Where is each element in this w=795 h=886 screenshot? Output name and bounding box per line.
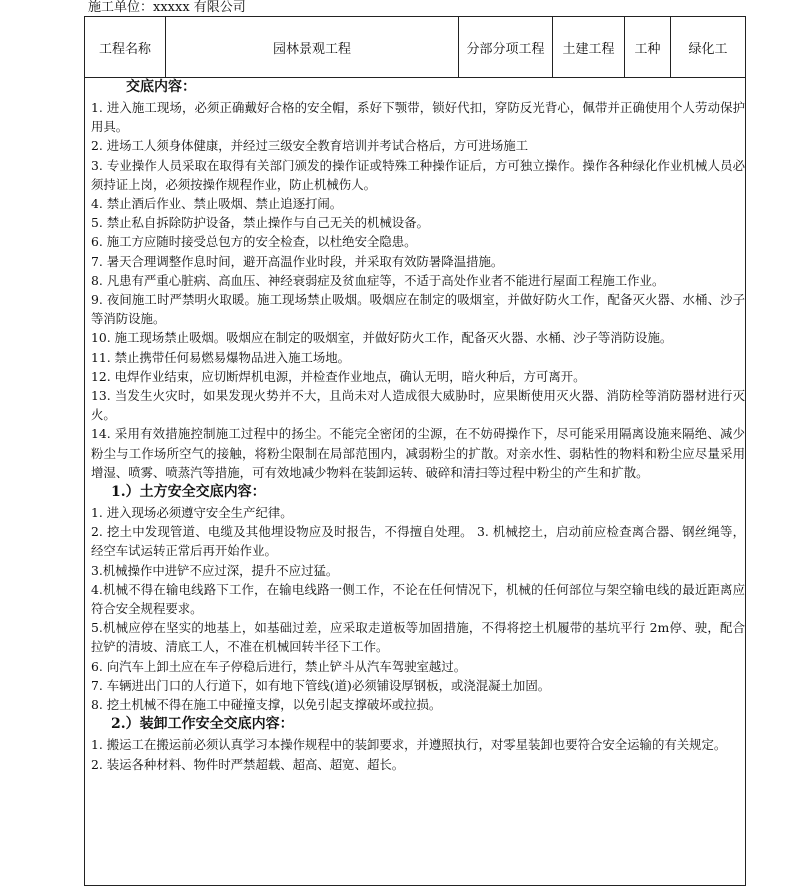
section1-item-7: 7. 车辆进出门口的人行道下，如有地下管线(道)必须铺设厚钢板，或浇混凝土加固。 [91, 677, 551, 693]
section1-item-5: 5.机械应停在坚实的地基上，如基础过差，应采取走道板等加固措施，不得将挖土机履带的基坑平行 2m停、驶，配合拉铲的清坡、清底工人，不准在机械回转半径下工作。 [91, 620, 745, 655]
project-name-value: 园林景观工程 [166, 17, 459, 77]
general-item-1: 1. 进入施工现场，必须正确戴好合格的安全帽，系好下颚带，锁好代扣，穿防反光背心，佩带并正确使用个人劳动保护用具。 [91, 100, 745, 135]
general-item-13: 13. 当发生火灾时，如果发现火势并不大，且尚未对人造成很大威胁时，应果断使用灭火器、消防栓等消防器材进行灭火。 [91, 388, 745, 423]
general-item-2: 2. 进场工人须身体健康，并经过三级安全教育培训并考试合格后，方可进场施工 [91, 138, 529, 154]
general-item-12: 12. 电焊作业结束，应切断焊机电源，并检查作业地点，确认无明，暗火种后，方可离开。 [91, 368, 586, 384]
general-item-11: 11. 禁止携带任何易燃易爆物品进入施工场地。 [91, 349, 351, 365]
content-heading: 交底内容： [126, 79, 196, 95]
section2-item-2: 2. 装运各种材料、物件时严禁超载、超高、超宽、超长。 [91, 756, 405, 772]
general-item-6: 6. 施工方应随时接受总包方的安全检查，以杜绝安全隐患。 [91, 234, 417, 250]
section1-item-2: 2. 挖土中发现管道、电缆及其他埋设物应及时报告，不得擅自处理。 3. 机械挖土，启动前应检查离合器、钢丝绳等，经空车试运转正常后再开始作业。 [91, 524, 745, 559]
general-item-8: 8. 凡患有严重心脏病、高血压、神经衰弱症及贫血症等，不适于高处作业者不能进行屋面工程施工作业。 [91, 272, 665, 288]
construction-unit-line: 施工单位：xxxxx 有限公司 [88, 0, 246, 15]
section1-item-4: 4.机械不得在输电线路下工作，在输电线路一侧工作，不论在任何情况下，机械的任何部位与架空输电线的最近距离应符合安全规程要求。 [91, 581, 745, 617]
general-item-10: 10. 施工现场禁止吸烟。吸烟应在制定的吸烟室，并做好防火工作，配备灭火器、水桶、沙子等消防设施。 [91, 330, 673, 346]
trade-label: 工种 [625, 17, 671, 77]
project-name-label: 工程名称 [85, 17, 166, 77]
general-item-3: 3. 专业操作人员采取在取得有关部门颁发的操作证或特殊工种操作证后，方可独立操作。操作各种绿化作业机械人员必须持证上岗，必须按操作规程作业，防止机械伤人。 [91, 157, 745, 192]
section1-item-6: 6. 向汽车上卸土应在车子停稳后进行，禁止铲斗从汽车驾驶室越过。 [91, 658, 467, 674]
general-item-5: 5. 禁止私自拆除防护设备，禁止操作与自己无关的机械设备。 [91, 215, 429, 231]
general-item-14: 14. 采用有效措施控制施工过程中的扬尘。不能完全密闭的尘源，在不妨碍操作下，尽可能采用隔离设施来隔绝、减少粉尘与工作场所空气的接触，将粉尘限制在局部范围内，减弱粉尘的扩散。对亲水性、弱粘性的物料和粉尘应尽量采用增湿、喷雾、喷蒸汽等措施，可有效地减少物料在装卸运转、破碎和清扫等过程中粉尘的产生和扩散。 [91, 426, 745, 480]
section1-item-1: 1. 进入现场必须遵守安全生产纪律。 [91, 505, 293, 521]
header-row [85, 17, 745, 78]
section1-item-8: 8. 挖土机械不得在施工中碰撞支撑，以免引起支撑破坏或拉损。 [91, 697, 442, 713]
disclosure-body [85, 77, 745, 774]
section2-item-1: 1. 搬运工在搬运前必须认真学习本操作规程中的装卸要求，并遵照执行，对零星装卸也要符合安全运输的有关规定。 [91, 737, 727, 753]
general-item-7: 7. 暑天合理调整作息时间，避开高温作业时段，并采取有效防暑降温措施。 [91, 253, 504, 269]
section1-heading: 1.）土方安全交底内容： [111, 484, 266, 501]
general-item-4: 4. 禁止酒后作业、禁止吸烟、禁止追逐打闹。 [91, 196, 343, 212]
trade-value: 绿化工 [688, 41, 728, 57]
subproject-value: 土建工程 [553, 17, 625, 77]
general-item-9: 9. 夜间施工时严禁明火取暖。施工现场禁止吸烟。吸烟应在制定的吸烟室，并做好防火工作，配备灭火器、水桶、沙子等消防设施。 [91, 292, 745, 327]
disclosure-sheet [84, 16, 746, 886]
section1-item-3: 3.机械操作中进铲不应过深，提升不应过猛。 [91, 562, 339, 578]
section2-heading: 2.）装卸工作安全交底内容： [111, 716, 294, 733]
subproject-label: 分部分项工程 [459, 17, 553, 77]
